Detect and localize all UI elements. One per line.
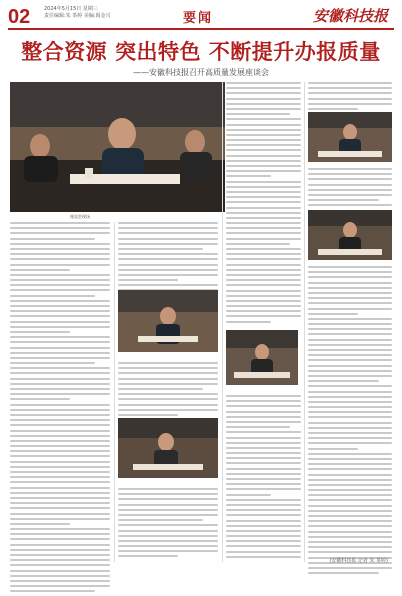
section-title: 要闻 <box>183 11 214 26</box>
delegate-photo-image <box>308 112 392 162</box>
meeting-photo-image <box>118 290 218 352</box>
column-1-text <box>10 222 110 596</box>
column-divider <box>304 82 305 562</box>
column-2-text-b <box>118 362 218 419</box>
main-photo-caption: 座谈会现场 <box>70 214 90 219</box>
date-line: 2024年5月15日 星期三 <box>44 6 98 12</box>
masthead-logo: 安徽科技报 <box>312 7 388 25</box>
editor-line: 责任编辑:朱 茶婷 美编:阎金兴 <box>44 13 111 19</box>
official-photo-image <box>308 210 392 260</box>
column-3-text <box>226 82 301 326</box>
photo-4 <box>226 330 298 385</box>
column-4-text <box>308 82 392 113</box>
header-rule <box>8 28 394 30</box>
column-divider <box>114 222 115 562</box>
column-2-text-c <box>118 488 218 561</box>
issue-meta <box>44 6 114 20</box>
photo-3 <box>118 418 218 478</box>
conference-photo-image <box>10 82 225 212</box>
speaker-photo-image <box>118 418 218 478</box>
page-header <box>0 0 402 34</box>
article-end-note: (安徽科技报 记者 朱 茶婷) <box>329 558 388 564</box>
article-headline: 整合资源 突出特色 不断提升办报质量 <box>21 39 381 64</box>
article-subheadline: ——安徽科技报召开高质量发展座谈会 <box>133 68 269 77</box>
column-divider <box>222 82 223 562</box>
photo-2 <box>118 290 218 352</box>
main-photo <box>10 82 225 212</box>
photo-5 <box>308 112 392 162</box>
participant-photo-image <box>226 330 298 385</box>
photo-6 <box>308 210 392 260</box>
column-3-text-b <box>226 395 301 561</box>
page-number: 02 <box>8 6 31 28</box>
column-4-text-c <box>308 266 392 577</box>
